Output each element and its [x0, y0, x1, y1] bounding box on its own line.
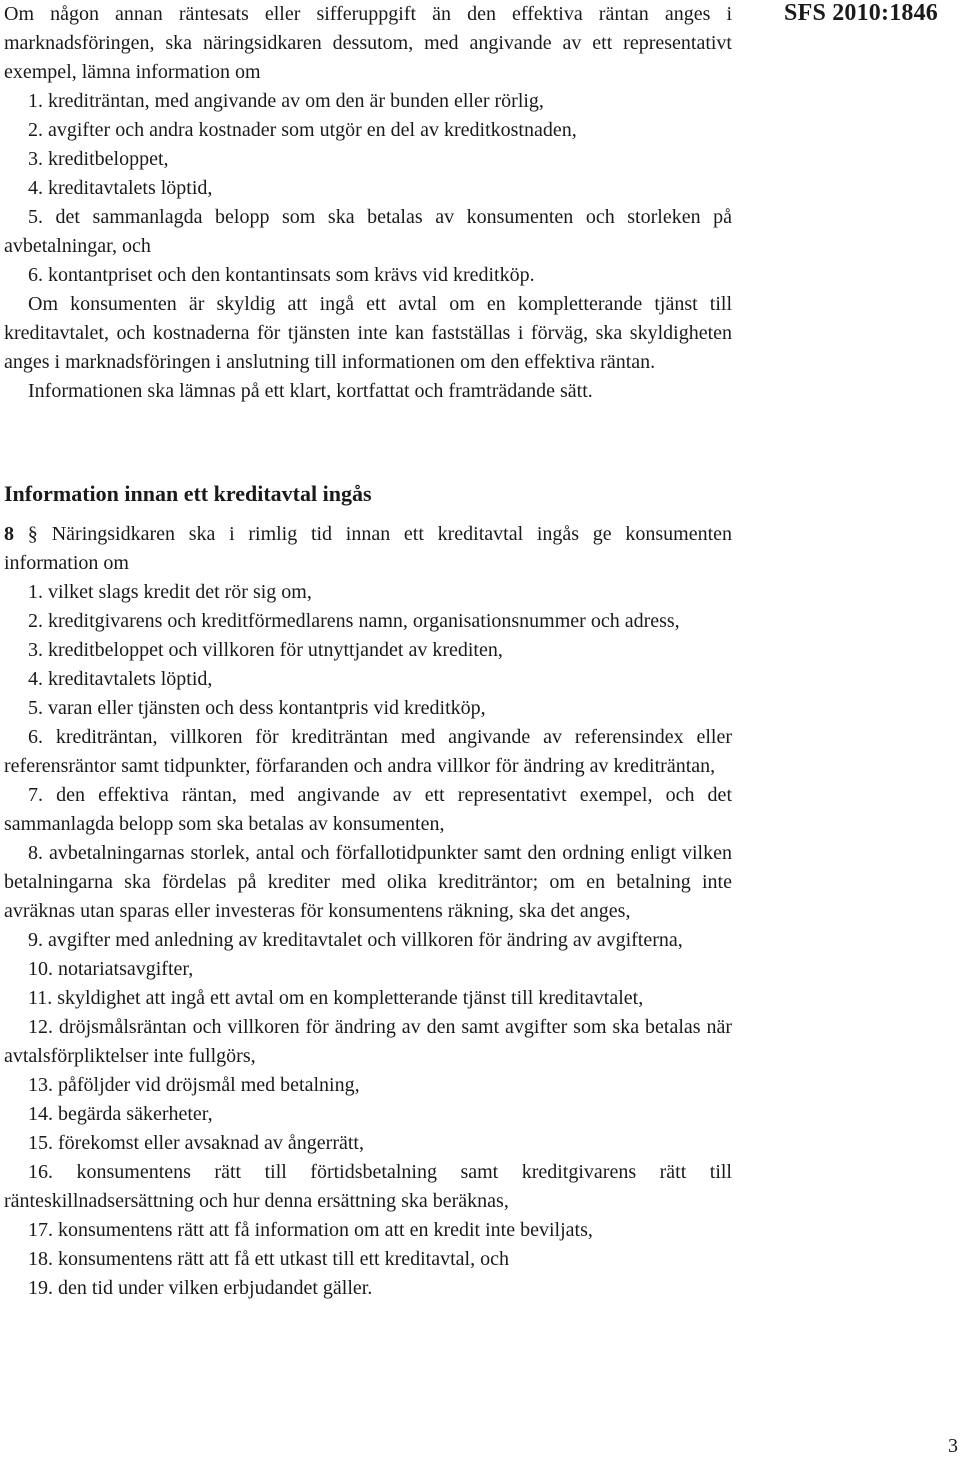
list-item: 10. notariatsavgifter,	[28, 958, 194, 980]
list-item: 5. varan eller tjänsten och dess kontantpris vid kreditköp,	[28, 697, 486, 719]
list-item: 2. kreditgivarens och kreditförmedlarens namn, organisationsnummer och adress,	[28, 610, 680, 632]
sfs-reference: SFS 2010:1846	[784, 0, 938, 26]
list-item: 2. avgifter och andra kostnader som utgör en del av kreditkostnaden,	[28, 119, 577, 141]
list-item: 3. kreditbeloppet och villkoren för utnyttjandet av krediten,	[28, 639, 503, 661]
list-item: 18. konsumentens rätt att få ett utkast till ett kreditavtal, och	[28, 1248, 509, 1270]
section-heading: Information innan ett kreditavtal ingås	[4, 481, 372, 506]
list-item: 12. dröjsmålsräntan och villkoren för ändring av den samt avgifter som ska betalas när avtalsförpliktelser inte fullgörs,	[4, 1016, 732, 1067]
list-item: 16. konsumentens rätt till förtidsbetalning samt kreditgivarens rätt till ränteskillnadsersättning och hur denna ersättning ska beräknas,	[4, 1161, 732, 1212]
list-item: 5. det sammanlagda belopp som ska betalas av konsumenten och storleken på avbetalningar, och	[4, 206, 732, 257]
paragraph-8-intro	[4, 520, 732, 578]
clarity-paragraph: Informationen ska lämnas på ett klart, kortfattat och framträdande sätt.	[28, 380, 593, 402]
list-item: 13. påföljder vid dröjsmål med betalning,	[28, 1074, 360, 1096]
list-item: 15. förekomst eller avsaknad av ångerrätt,	[28, 1132, 364, 1154]
page-number: 3	[948, 1435, 958, 1457]
list-item: 4. kreditavtalets löptid,	[28, 668, 213, 690]
list-item: 4. kreditavtalets löptid,	[28, 177, 213, 199]
list-item: 7. den effektiva räntan, med angivande av ett representativt exempel, och det sammanlagda belopp som ska betalas av konsumenten,	[4, 784, 732, 835]
list-item: 14. begärda säkerheter,	[28, 1103, 213, 1125]
list-item: 11. skyldighet att ingå ett avtal om en kompletterande tjänst till kreditavtalet,	[28, 987, 644, 1009]
list-item: 3. kreditbeloppet,	[28, 148, 169, 170]
paragraph-8-text: Näringsidkaren ska i rimlig tid innan ett kreditavtal ingås ge konsumenten information om	[4, 523, 733, 574]
list-item: 1. krediträntan, med angivande av om den är bunden eller rörlig,	[28, 90, 544, 112]
list-item: 1. vilket slags kredit det rör sig om,	[28, 581, 312, 603]
intro-paragraph: Om någon annan räntesats eller sifferuppgift än den effektiva räntan anges i marknadsföringen, ska näringsidkaren dessutom, med angivande av ett representativt exempel, lämna information om	[4, 3, 732, 83]
list-item: 6. kontantpriset och den kontantinsats som krävs vid kreditköp.	[28, 264, 535, 286]
list-item: 17. konsumentens rätt att få information om att en kredit inte beviljats,	[28, 1219, 593, 1241]
complementary-service-paragraph: Om konsumenten är skyldig att ingå ett avtal om en kompletterande tjänst till kreditavtalet, och kostnaderna för tjänsten inte kan fastställas i förväg, ska skyldigheten anges i marknadsföringen i anslutning till informationen om den effektiva räntan.	[4, 293, 732, 373]
paragraph-8-section	[4, 520, 732, 1303]
paragraph-number: 8	[4, 523, 14, 545]
paragraph-sign: §	[27, 523, 38, 545]
list-item: 19. den tid under vilken erbjudandet gäller.	[28, 1277, 373, 1299]
top-section	[4, 0, 732, 406]
list-item: 9. avgifter med anledning av kreditavtalet och villkoren för ändring av avgifterna,	[28, 929, 683, 951]
list-item: 8. avbetalningarnas storlek, antal och förfallotidpunkter samt den ordning enligt vilken betalningarna ska fördelas på krediter med olika krediträntor; om en betalning inte avräknas utan sparas eller investeras för konsumentens räkning, ska det anges,	[4, 842, 732, 922]
list-item: 6. krediträntan, villkoren för krediträntan med angivande av referensindex eller referensräntor samt tidpunkter, förfaranden och andra villkor för ändring av krediträntan,	[4, 726, 732, 777]
